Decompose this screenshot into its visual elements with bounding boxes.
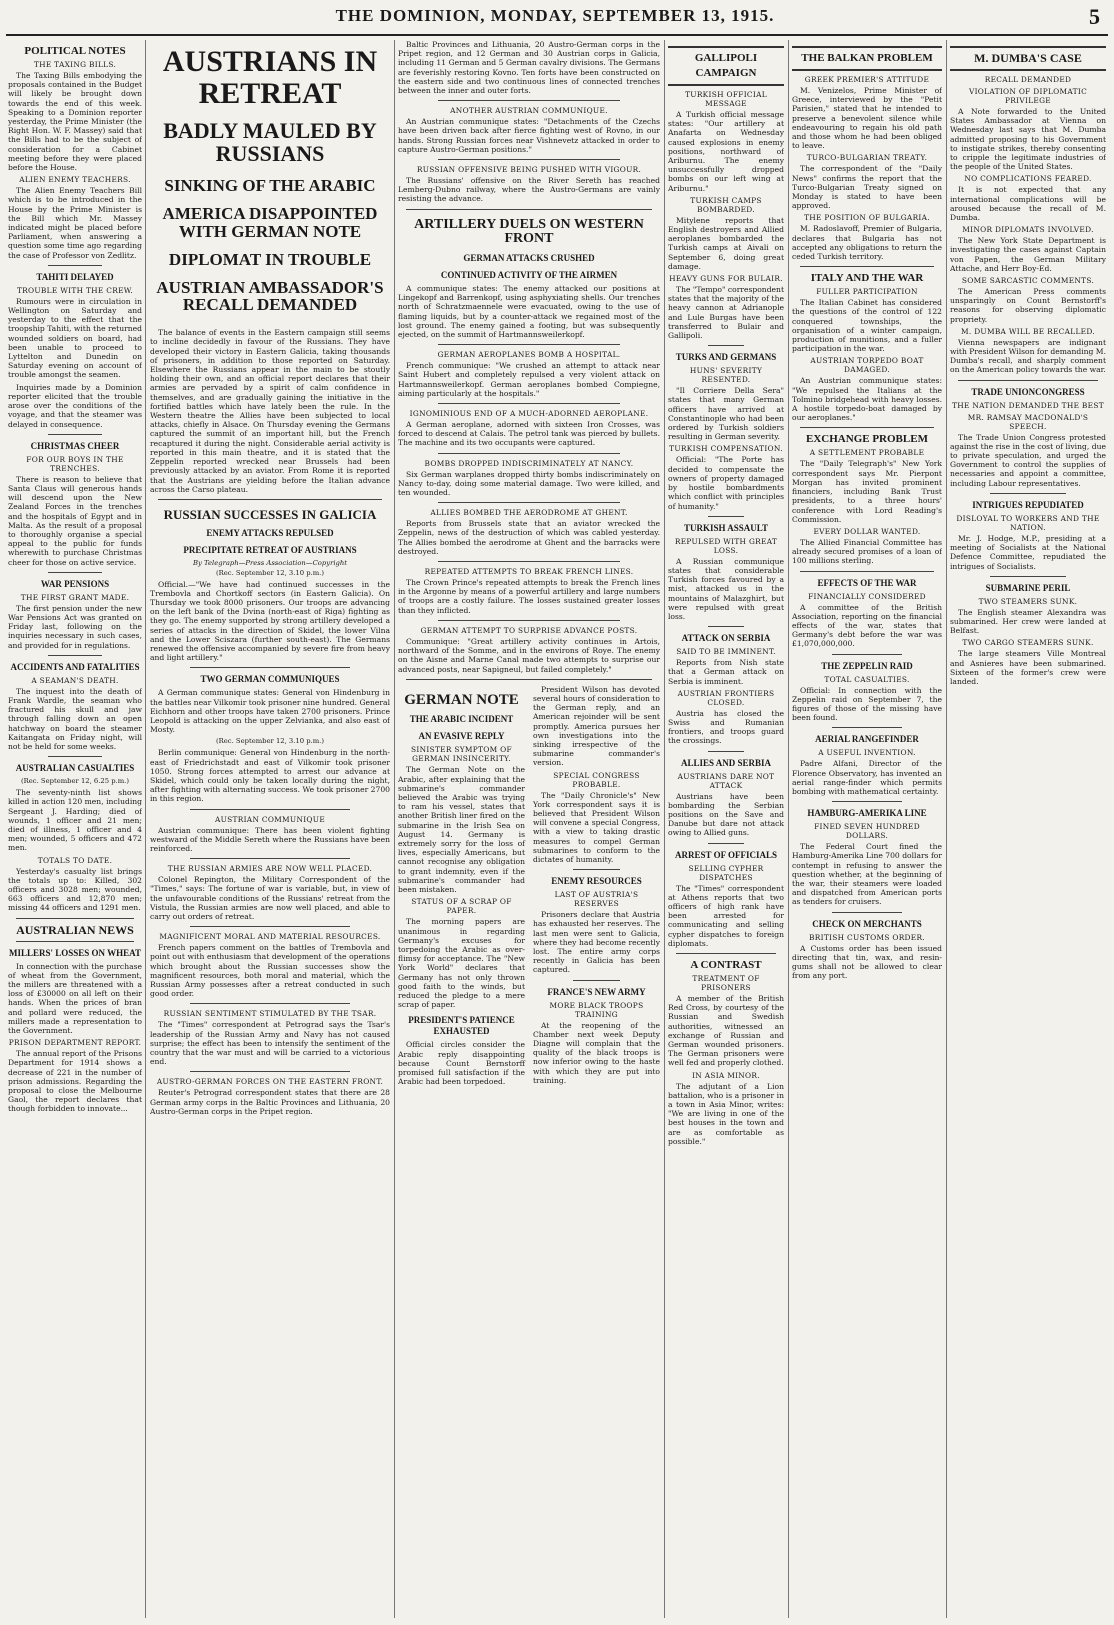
article-text: The Taxing Bills embodying the proposals contained in the Budget will likely be brought down towards the end of this week. Speaking to a Dominion reporter yesterday, the Prime Minister (the Right Hon. W. F. Massey) said that the Bills had to be the subject of consideration for a Cabinet meeting before they were placed before the House. — [8, 71, 142, 173]
article-text: The American Press comments unsparingly on Count Bernstorff's reasons for observing diplomatic propriety. — [950, 287, 1106, 324]
subheading: HEAVY GUNS FOR BULAIR. — [669, 274, 783, 284]
article-text: The "Daily Telegraph's" New York correspondent says Mr. Pierpont Morgan has invited prominent financiers, including Bank Trust presidents, to a three hours' conference with Lord Reading's Commission. — [792, 459, 942, 524]
section-heading: INTRIGUES REPUDIATED — [972, 499, 1084, 510]
article-text: Berlin communique: General von Hindenburg in the north-east of Friedrichstadt and east of Vilkomir took prisoner 1050. Strong forces attempted to arrest our advance at Skidel, which could only be taken locally during the night, after fighting with alternating success. We took prisoner 2700 in this region. — [150, 748, 390, 804]
sub-column-right — [533, 685, 660, 1090]
sub-column-left — [398, 685, 525, 1090]
subheading: IN ASIA MINOR. — [692, 1070, 760, 1080]
article-text: Padre Alfani, Director of the Florence Observatory, has invented an aerial range-finder which permits bombing with mathematical certainty. — [792, 759, 942, 796]
subheading: MAGNIFICENT MORAL AND MATERIAL RESOURCES. — [159, 932, 381, 942]
article-text: French communique: "We crushed an attempt to attack near Saint Hubert and completely repulsed a very violent attack on Hartmannsweilerkopf. German aeroplanes bombed Compiegne, aiming particularly at the hospitals." — [398, 361, 660, 398]
article-text: Official circles consider the Arabic reply disappointing because Count Bernstorff promised full satisfaction if the Arabic had been torpedoed. — [398, 1040, 525, 1087]
section-heading: ALLIES AND SERBIA — [680, 757, 772, 768]
sub-columns — [398, 685, 660, 1090]
subheading: THE FIRST GRANT MADE. — [20, 592, 130, 602]
article-text: The correspondent of the "Daily News" confirms the report that the Turco-Bulgarian Treaty signed on Monday is stated to have been approved. — [792, 164, 942, 211]
article-text: The Crown Prince's repeated attempts to break the French lines in the Argonne by means of a powerful artillery and large numbers of troops are a costly failure. The losses sustained greater losses than they inflicted. — [398, 578, 660, 615]
section-banner: M. DUMBA'S CASE — [950, 46, 1106, 71]
subheading: TWO CARGO STEAMERS SUNK. — [962, 638, 1094, 648]
subheading: THE NATION DEMANDED THE BEST — [952, 400, 1104, 410]
article-text: Austrians have been bombarding the Serbian positions on the Save and Danube but dare not attack owing to Allied guns. — [668, 791, 784, 838]
article-text: A committee of the British Association, reporting on the financial effects of the war, states that Germany's debt before the war was £1,070,000,000. — [792, 602, 942, 649]
section-heading: PRECIPITATE RETREAT OF AUSTRIANS — [183, 544, 357, 555]
banner-heading: AUSTRIAN AMBASSADOR'S RECALL DEMANDED — [156, 277, 384, 315]
article-text: President Wilson has devoted several hours of consideration to the German reply, and an American rejoinder will be sent promptly. America pursues her own investigations into the sinking irrespective of the submarine commander's version. — [533, 684, 660, 768]
article-text: The adjutant of a Lion battalion, who is a prisoner in a town in Asia Minor, writes: "We are living in one of the best houses in the town and are as comfortable as possible." — [668, 1081, 784, 1146]
subheading: TROUBLE WITH THE CREW. — [16, 285, 134, 295]
article-text: The morning papers are unanimous in regarding Germany's excuses for torpedoing the Arabic as over-flimsy for acceptance. The "New York World" declares that Germany has not only thrown good faith to the winds, but reduced the pledge to a mere scrap of paper. — [398, 917, 525, 1010]
subheading: ANOTHER AUSTRIAN COMMUNIQUE. — [450, 106, 608, 116]
subheading: NO COMPLICATIONS FEARED. — [964, 174, 1092, 184]
page-number: 5 — [1089, 4, 1100, 29]
article-text: Colonel Repington, the Military Correspondent of the "Times," says: The fortune of war is variable, but, in view of the unfavourable conditions of the Russians' retreat from the Vistula, the Russian armies are now well placed, and able to carry out orders of retreat. — [150, 875, 390, 922]
article-text: The first pension under the new War Pensions Act was granted on Friday last, following on the inquiries necessary in such cases, and provided for in regulations. — [8, 603, 142, 650]
subheading: GERMAN ATTEMPT TO SURPRISE ADVANCE POSTS. — [420, 625, 638, 635]
subheading: BOMBS DROPPED INDISCRIMINATELY AT NANCY. — [424, 458, 634, 468]
article-text: Official: "The Porte has decided to compensate the owners of property damaged by hostile bombardments which conflict with principles of humanity." — [668, 455, 784, 511]
subheading: ALLIES BOMBED THE AERODROME AT GHENT. — [430, 508, 628, 518]
article-text: A Turkish official message states: "Our artillery at Anafarta on Wednesday caused explosions in enemy positions, northward of Ariburnu. The enemy unsuccessfully dropped bombs on our left wing at Ariburnu." — [668, 110, 784, 193]
section-heading: AUSTRALIAN CASUALTIES — [15, 763, 135, 774]
article-text: Reports from Brussels state that an aviator wrecked the Zeppelin, news of the destruction of which was cabled yesterday. The Allies bombed the aerodrome at Ghent and the barracks were destroyed. — [398, 519, 660, 556]
subheading: TURKISH CAMPS BOMBARDED. — [690, 195, 762, 214]
article-text: Official: In connection with the Zeppelin raid on September 7, the figures of those of the missing have been found. — [792, 685, 942, 723]
subheading: AUSTRO-GERMAN FORCES ON THE EASTERN FRONT. — [156, 1077, 384, 1087]
section-heading: GERMAN ATTACKS CRUSHED — [463, 253, 595, 264]
article-text: Baltic Provinces and Lithuania, 20 Austro-German corps in the Pripet region, and 12 German and 30 Austrian corps in Galicia, including 11 German and 5 German cavalry divisions. The Germans are feverishly restoring Kovno. Ten forts have been constructed on the eastern side and two continuous lines of connected trenches between the inner and outer forts. — [398, 40, 660, 96]
section-heading: AN EVASIVE REPLY — [418, 731, 505, 742]
subheading: SINISTER SYMPTOM OF GERMAN INSINCERITY. — [411, 745, 512, 764]
section-heading: PRESIDENT'S PATIENCE EXHAUSTED — [408, 1015, 515, 1037]
subheading: IGNOMINIOUS END OF A MUCH-ADORNED AEROPLANE. — [409, 409, 649, 419]
section-heading: HAMBURG-AMERIKA LINE — [807, 808, 927, 819]
section-heading: CONTINUED ACTIVITY OF THE AIRMEN — [440, 270, 618, 281]
section-banner: GALLIPOLI CAMPAIGN — [668, 46, 784, 86]
article-text: The Allied Financial Committee has already secured promises of a loan of 100 millions sterling. — [792, 537, 942, 566]
article-text: The seventy-ninth list shows killed in action 120 men, including Sergeant J. Harding; died of wounds, 1 officer and 21 men; died of illness, 1 officer and 4 men; wounded, 5 officers and 472 men. — [8, 788, 142, 853]
column-2 — [150, 40, 390, 1620]
article-text: Mitylene reports that English destroyers and Allied aeroplanes bombarded the Turkish camps at Aivali on September 6, doing great damage. — [668, 215, 784, 271]
section-banner: GERMAN NOTE — [404, 691, 519, 708]
received-time: (Rec. September 12, 6.25 p.m.) — [21, 777, 129, 786]
article-text: A Russian communique states that considerable Turkish forces favoured by a mist, attacked us in the mountains of Malazghirt, but were repulsed with great loss. — [668, 556, 784, 621]
article-text: It is not expected that any international complications will be aroused because the recall of M. Dumba. — [950, 185, 1106, 223]
section-heading: TRADE UNIONCONGRESS — [971, 386, 1085, 397]
subheading: TURCO-BULGARIAN TREATY. — [806, 153, 928, 163]
subheading: A USEFUL INVENTION. — [818, 748, 916, 758]
article-text: The "Tempo" correspondent states that the majority of the heavy cannon at Adrianople and Lule Burgas have been transferred to Bulair and Gallipoli. — [668, 285, 784, 341]
article-text: M. Venizelos, Prime Minister of Greece, interviewed by the "Petit Parisien," stated that he intended to preserve a benevolent silence while endeavouring to regain his old path and those whom he had been obliged to leave. — [792, 86, 942, 151]
article-text: Reuter's Petrograd correspondent states that there are 28 German army corps in the Baltic Provinces and Lithuania, 20 Austro-German corps in the Pripet region. — [150, 1088, 390, 1116]
section-heading: WAR PENSIONS — [40, 578, 110, 589]
section-heading: AERIAL RANGEFINDER — [815, 734, 919, 745]
section-heading: CHECK ON MERCHANTS — [812, 918, 922, 929]
subheading: EVERY DOLLAR WANTED. — [813, 526, 921, 536]
subheading: SAID TO BE IMMINENT. — [676, 647, 776, 657]
section-heading: ENEMY RESOURCES — [551, 876, 642, 887]
subheading: REPULSED WITH GREAT LOSS. — [674, 536, 778, 555]
article-text: Austria has closed the Swiss and Rumanian frontiers, and troops guard the crossings. — [668, 708, 784, 746]
subheading: A SEAMAN'S DEATH. — [31, 675, 119, 685]
banner-heading: BADLY MAULED BY RUSSIANS — [163, 118, 377, 167]
section-heading: THE ZEPPELIN RAID — [821, 660, 913, 671]
article-text: The "Times" correspondent at Petrograd says the Tsar's leadership of the Russian Army and Navy has not caused surprise; the effect has been to intensify the sentiment of the country that the war must and will be carried to a victorious end. — [150, 1020, 390, 1067]
article-text: The Federal Court fined the Hamburg-Amerika Line 700 dollars for contempt in refusing to answer the question whether, at the beginning of the war, their steamers were loaded and dispatched from American ports as tenders for cruisers. — [792, 842, 942, 907]
subheading: FINANCIALLY CONSIDERED — [808, 591, 926, 601]
section-heading: ACCIDENTS AND FATALITIES — [10, 661, 140, 672]
masthead-title: THE DOMINION, MONDAY, SEPTEMBER 13, 1915. — [335, 6, 775, 25]
subheading: REPEATED ATTEMPTS TO BREAK FRENCH LINES. — [424, 567, 634, 577]
column-divider — [788, 40, 789, 1618]
subheading: HUNS' SEVERITY RESENTED. — [689, 366, 763, 385]
section-banner: THE BALKAN PROBLEM — [792, 46, 942, 71]
subheading: BRITISH CUSTOMS ORDER. — [809, 932, 925, 942]
subheading: FOR OUR BOYS IN THE TRENCHES. — [26, 454, 124, 473]
section-heading: TAHITI DELAYED — [36, 271, 114, 282]
banner-heading: SINKING OF THE ARABIC — [164, 176, 376, 196]
subheading: DISLOYAL TO WORKERS AND THE NATION. — [956, 513, 1100, 532]
subheading: GREEK PREMIER'S ATTITUDE — [804, 75, 930, 84]
subheading: AUSTRIAN TORPEDO BOAT DAMAGED. — [810, 356, 924, 375]
article-text: The "Times" correspondent at Athens reports that two officers of high rank have been arrested for communicating and selling cypher dispatches to foreign diplomats. — [668, 883, 784, 948]
section-heading: MILLERS' LOSSES ON WHEAT — [9, 947, 141, 958]
article-text: Prisoners declare that Austria has exhausted her reserves. The last men were sent to Galicia, where they had become recently lost. The entire army corps recently in Galicia has been captured. — [533, 910, 660, 975]
section-banner: ARTILLERY DUELS ON WESTERN FRONT — [414, 216, 644, 247]
article-text: Yesterday's casualty list brings the totals up to: Killed, 302 officers and 3028 men; wounded, 663 officers and 12,870 men; missing 44 officers and 1291 men. — [8, 866, 142, 913]
article-text: In connection with the purchase of wheat from the Government, the millers are threatened with a loss of £30000 on all left on their hands. When the prices of bran and pollard were reduced, the millers made a representation to the Government. — [8, 961, 142, 1036]
section-heading: CHRISTMAS CHEER — [30, 440, 120, 451]
article-text: Communique: "Great artillery activity continues in Artois, northward of the Somme, and in the environs of Roye. The enemy on the Aisne and Marne Canal made two attempts to surprise our advanced posts, near Sapigneul, but failed completely." — [398, 636, 660, 674]
section-heading: EFFECTS OF THE WAR — [817, 577, 917, 588]
article-text: An Austrian communique states: "We repulsed the Italians at the Tolmino bridgehead with heavy losses. A hostile torpedo-boat damaged by our aeroplanes." — [792, 376, 942, 423]
section-heading: TURKISH ASSAULT — [684, 522, 768, 533]
subheading: PRISON DEPARTMENT REPORT. — [8, 1038, 142, 1048]
article-text: There is reason to believe that Santa Claus will generous hands will descend upon the New Zealand Forces in the trenches and the hospitals of Egypt and in Malta. As the result of a proposal to thoroughly organise a special appeal to the public for funds wherewith to purchase Christmas cheer for those on active service. — [8, 474, 142, 567]
section-heading: AUSTRALIAN NEWS — [16, 922, 134, 937]
article-text: "Il Corriere Della Sera" states that many German officers have arrived at Constantinople who had been ordered by Turkish soldiers resulting in German severity. — [668, 386, 784, 442]
column-divider — [946, 40, 947, 1618]
subheading: SELLING CYPHER DISPATCHES — [688, 863, 764, 882]
section-heading: FRANCE'S NEW ARMY — [547, 986, 646, 997]
article-text: At the reopening of the Chamber next week Deputy Diagne will complain that the quality of the black troops is now inferior owing to the haste with which they are put into training. — [533, 1020, 660, 1085]
subheading: GERMAN AEROPLANES BOMB A HOSPITAL. — [437, 350, 621, 360]
subheading: FULLER PARTICIPATION — [816, 287, 918, 297]
column-5 — [792, 40, 942, 1620]
article-text: Vienna newspapers are indignant with President Wilson for demanding M. Dumba's recall, and sharply comment on the American policy towards the war. — [950, 337, 1106, 375]
article-text: Austrian communique: There has been violent fighting westward of the Middle Sereth where the Russians have been reinforced. — [150, 825, 390, 854]
article-text: French papers comment on the battles of Trembovla and point out with enthusiasm that development of the operations which brought about the Russian successes show the magnificent resources, both moral and material, which the Russian Army possesses after a retreat conducted in such good order. — [150, 943, 390, 999]
subheading: ALIEN ENEMY TEACHERS. — [19, 175, 131, 185]
article-text: The large steamers Ville Montreal and Asnieres have been submarined. Sixteen of the former's crew were landed. — [950, 649, 1106, 686]
subheading: STATUS OF A SCRAP OF PAPER. — [411, 897, 512, 916]
article-text: Official.—"We have had continued successes in the Trembovla and Chortkoff sectors (in Eastern Galicia). On Thursday we took 8000 prisoners. Our troops are advancing on the left bank of the Dvina (north-east of Riga) fighting as they go. The enemy supported by strong artillery developed a series of attacks in the direction of Skidel, the lower Vilna and the Lower Sciszara (further south-east). The Germans renewed the offensive accompanied by severe fire from heavy and light artillery." — [150, 579, 390, 663]
subheading: TOTAL CASUALTIES. — [824, 674, 910, 684]
column-divider — [145, 40, 146, 1618]
section-heading: ATTACK ON SERBIA — [681, 633, 771, 644]
column-1: POLITICAL NOTES THE TAXING BILLS. The Taxing Bills embodying the proposals contained in the Budget will likely be brought down towards the end of this week. Speaking to a Dominion reporter yesterday, the Prime Minister (the Right Hon. W. F. Massey) said that the Bills had to be the subject of consideration for a Cabinet meeting before they were placed before the House. ALIEN ENEMY TEACHERS. The Alien Enemy Teachers Bill which is to be introduced in the House by the Prime Minister is the Bill which Mr. Massey indicated might be placed before Parliament, when answering a question some time ago regarding the case of Professor von Zedlitz. TAHITI DELAYED TROUBLE WITH THE CREW. Rumours were in circulation in Wellington on Saturday and yesterday to the effect that the troopship Tahiti, with the returned wounded soldiers on board, had been unable to proceed to Lyttelton and Dunedin on Saturday evening on account of trouble amongst the seamen. Inquiries made by a Dominion reporter elicited that the trouble arose over the conditions of the voyage, and that the steamer was delayed in consequence. CHRISTMAS CHEER FOR OUR BOYS IN THE TRENCHES. There is reason to believe that Santa Claus will generous hands will descend upon the New Zealand Forces in the trenches and the hospitals of Egypt and in Malta. As the result of a proposal to thoroughly organise a special appeal to the public for funds wherewith to purchase Christmas cheer for those on active service. WAR PENSIONS THE FIRST GRANT MADE. The first pension under the new War Pensions Act was granted on Friday last, following on the inquiries necessary in such cases, and provided for in regulations. ACCIDENTS AND FATALITIES A SEAMAN'S DEATH. The inquest into the death of Frank Wardle, the seaman who fractured his skull and jaw through falling down an open hatchway on board the steamer Kaitangata on Friday night, will not be held for some weeks. AUSTRALIAN CASUALTIES (Rec. September 12, 6.25 p.m.) The seventy-ninth list shows killed in action 120 men, including Sergeant J. Harding; died of wounds, 1 officer and 21 men; died of illness, 1 officer and 4 men; wounded, 5 officers and 472 men. TOTALS TO DATE. Yesterday's casualty list brings the totals up to: Killed, 302 officers and 3028 men; wounded, 663 officers and 12,870 men; missing 44 officers and 1291 men. AUSTRALIAN NEWS MILLERS' LOSSES ON WHEAT In connection with the purchase of wheat from the Government, the millers are threatened with a loss of £30000 on all left on their hands. When the prices of bran and pollard were reduced, the millers made a representation to the Government. PRISON DEPARTMENT REPORT. The annual report of the Prisons Department for 1914 shows a decrease of 221 in the number of prison admissions. Regarding the proposal to close the Melbourne Gaol, the report declares that though forbidden to innovate... — [8, 45, 142, 1114]
section-heading: TWO GERMAN COMMUNIQUES — [200, 674, 340, 685]
lead-article-text: The balance of events in the Eastern campaign still seems to incline decidedly in favour of the Russians. They have developed their victory in Eastern Galicia, taking thousands of prisoners, in addition to those reported on Saturday. Elsewhere the Russians appear in the main to be stoutly holding their own, and an official report declares that their armies are pervaded by a spirit of calm confidence in themselves, and are gradually gaining the initiative in the fortified battles which have lately been the rule. In the Western theatre the Allies have been subjected to local attacks, chiefly in Alsace. On Thursday evening the Germans captured the summit of an important hill, but the French recaptured it during the night. Considerable aerial activity is reported in this main theatre, and it is stated that the Zeppelin reported wrecked near Brussels had been previously attacked by an aviator. From Rome it is reported that the Austrians are yielding before the Italian advance across the Carso plateau. — [150, 328, 390, 494]
column-divider — [394, 40, 395, 1618]
subheading: TWO STEAMERS SUNK. — [978, 596, 1078, 606]
article-text: The German Note on the Arabic, after explaining that the submarine's commander believed the Arabic was trying to ram his vessel, states that another British liner fired on the submarine in the Irish Sea on August 14. Germany is extremely sorry for the loss of lives, especially Americans, but cannot recognise any obligation to grant indemnity, even if the submarine's commander had been mistaken. — [398, 765, 525, 895]
article-text: The Alien Enemy Teachers Bill which is to be introduced in the House by the Prime Minister is the Bill which Mr. Massey indicated might be placed before Parliament, when answering a question some time ago regarding the case of Professor von Zedlitz. — [8, 186, 142, 260]
subheading: SOME SARCASTIC COMMENTS. — [961, 276, 1095, 286]
article-text: A Note forwarded to the United States Ambassador at Vienna on Wednesday last says that M. Dumba admitted proposing to his Government to instigate strikes, thereby consenting to cripple the legitimate industries of the people of the United States. — [950, 107, 1106, 172]
section-banner: RUSSIAN SUCCESSES IN GALICIA — [163, 506, 377, 522]
article-text: A member of the British Red Cross, by courtesy of the Russian and Swedish authorities, witnessed an exchange of Russian and German wounded prisoners. The German prisoners were well fed and properly clothed. — [668, 993, 784, 1068]
article-text: Rumours were in circulation in Wellington on Saturday and yesterday to the effect that the troopship Tahiti, with the returned wounded soldiers on board, had been unable to proceed to Lyttelton and Dunedin on Saturday evening on account of trouble amongst the seamen. — [8, 296, 142, 380]
subheading: FINED SEVEN HUNDRED DOLLARS. — [814, 822, 920, 841]
section-heading: THE ARABIC INCIDENT — [409, 714, 514, 725]
column-3 — [398, 40, 660, 1620]
subheading: THE RUSSIAN ARMIES ARE NOW WELL PLACED. — [167, 864, 373, 874]
subheading: SPECIAL CONGRESS PROBABLE. — [553, 770, 640, 789]
article-text: The Trade Union Congress protested against the rise in the cost of living, due to private speculation, and urged the Government to control the supplies of necessaries and appoint a committee, including Labour representatives. — [950, 432, 1106, 488]
section-heading: EXCHANGE PROBLEM — [806, 433, 928, 446]
subheading: THE POSITION OF BULGARIA. — [804, 213, 930, 223]
article-text: The "Daily Chronicle's" New York correspondent says it is believed that President Wilson will convene a special Congress, with a view to taking drastic measures to compel German submarines to conform to the dictates of humanity. — [533, 790, 660, 864]
article-text: A German communique states: General von Hindenburg in the battles near Vilkomir took prisoner nine hundred. General Eichhorn and other troops have taken 2700 prisoners. Prince Leopold is attacking on the upper Zelvianka, and also east of Mosty. — [150, 688, 390, 735]
column-divider — [664, 40, 665, 1618]
article-text: An Austrian communique states: "Detachments of the Czechs have been driven back after fierce fighting west of Rovno, in our hands. Strong Russian forces near Vishnevetz attacked in order to capture Austro-German positions." — [398, 117, 660, 154]
subheading: TOTALS TO DATE. — [37, 855, 113, 865]
section-heading: POLITICAL NOTES — [24, 45, 126, 57]
subheading: RUSSIAN OFFENSIVE BEING PUSHED WITH VIGOUR. — [416, 165, 642, 175]
subheading: AUSTRIAN COMMUNIQUE — [214, 814, 326, 824]
main-banner: AUSTRIANS IN RETREAT — [162, 45, 378, 110]
subheading: THE TAXING BILLS. — [33, 60, 117, 69]
subheading: M. DUMBA WILL BE RECALLED. — [961, 326, 1095, 336]
article-text: The Italian Cabinet has considered the questions of the control of 122 conquered townships, the organisation of a winter campaign, production of munitions, and a fuller participation in the war. — [792, 298, 942, 354]
masthead-rule — [6, 34, 1108, 36]
subheading: RUSSIAN SENTIMENT STIMULATED BY THE TSAR. — [163, 1009, 377, 1019]
article-text: A German aeroplane, adorned with sixteen Iron Crosses, was forced to descend at Calais. The petrol tank was pierced by bullets. The machine and its two occupants were captured. — [398, 420, 660, 448]
subheading: MORE BLACK TROOPS TRAINING — [549, 1000, 644, 1019]
article-text: Six German warplanes dropped thirty bombs indiscriminately on Nancy to-day, doing some material damage. Two were killed, and ten wounded. — [398, 469, 660, 498]
subheading: MINOR DIPLOMATS INVOLVED. — [962, 225, 1094, 235]
section-heading: A CONTRAST — [690, 958, 762, 971]
column-6 — [950, 40, 1106, 1620]
column-4 — [668, 40, 784, 1620]
article-text: Reports from Nish state that a German attack on Serbia is imminent. — [668, 658, 784, 686]
article-text: A communique states: The enemy attacked our positions at Lingekopf and Barrenkopf, using asphyxiating shells. Our trenches north of Schratzmaennele were evacuated, owing to the use of flaming liquids, but by a counter-attack we regained most of the lost ground. The enemy gained a footing, but was subsequently ejected, on the summit of Hartmannsweilerkopf. — [398, 284, 660, 340]
section-heading: ENEMY ATTACKS REPULSED — [206, 527, 334, 538]
subheading: TREATMENT OF PRISONERS — [692, 973, 760, 992]
article-text: The annual report of the Prisons Department for 1914 shows a decrease of 221 in the number of prison admissions. Regarding the proposal to close the Melbourne Gaol, the report declares that though forbidden to innovate... — [8, 1049, 142, 1114]
article-text: Mr. J. Hodge, M.P., presiding at a meeting of Socialists at the National Defence Committee, repudiated the intrigues of Socialists. — [950, 533, 1106, 571]
article-text: The English steamer Alexandra was submarined. Her crew were landed at Belfast. — [950, 607, 1106, 636]
article-text: M. Radoslavoff, Premier of Bulgaria, declares that Bulgaria has not accepted any obligations to return the ceded Turkish territory. — [792, 224, 942, 262]
subheading: TURKISH COMPENSATION. — [669, 444, 783, 454]
article-text: The New York State Department is investigating the cases against Captain von Papen, the German Military Attache, and Herr Boy-Ed. — [950, 236, 1106, 273]
subheading: LAST OF AUSTRIA'S RESERVES — [554, 890, 639, 909]
section-heading: ITALY AND THE WAR — [810, 272, 924, 285]
subheading: TURKISH OFFICIAL MESSAGE — [685, 90, 767, 108]
subheading: A SETTLEMENT PROBABLE — [809, 448, 925, 458]
subheading: RECALL DEMANDED — [984, 75, 1072, 84]
article-text: The Russians' offensive on the River Sereth has reached Lemberg-Dubno railway, where the Austro-Germans are vainly resisting the advance. — [398, 176, 660, 204]
section-heading: SUBMARINE PERIL — [985, 582, 1071, 593]
received-time: (Rec. September 12, 3.10 p.m.) — [216, 568, 324, 577]
article-text: A Customs order has been issued directing that tin, wax, and resin-gums shall not be allowed to clear from any port. — [792, 943, 942, 981]
subheading: AUSTRIANS DARE NOT ATTACK — [677, 771, 775, 790]
section-heading: TURKS AND GERMANS — [675, 352, 777, 363]
section-heading: ARREST OF OFFICIALS — [674, 849, 778, 860]
subheading: MR. RAMSAY MACDONALD'S SPEECH. — [967, 412, 1089, 431]
banner-heading: DIPLOMAT IN TROUBLE — [168, 249, 372, 269]
subheading: VIOLATION OF DIPLOMATIC PRIVILEGE — [968, 87, 1088, 105]
received-time: (Rec. September 12, 3.10 p.m.) — [216, 737, 324, 746]
subheading: AUSTRIAN FRONTIERS CLOSED. — [677, 688, 775, 707]
article-text: The inquest into the death of Frank Wardle, the seaman who fractured his skull and jaw through falling down an open hatchway on board the steamer Kaitangata on Friday night, will not be held for some weeks. — [8, 686, 142, 751]
byline: By Telegraph—Press Association—Copyright — [193, 558, 347, 567]
banner-heading: AMERICA DISAPPOINTED WITH GERMAN NOTE — [162, 204, 378, 241]
